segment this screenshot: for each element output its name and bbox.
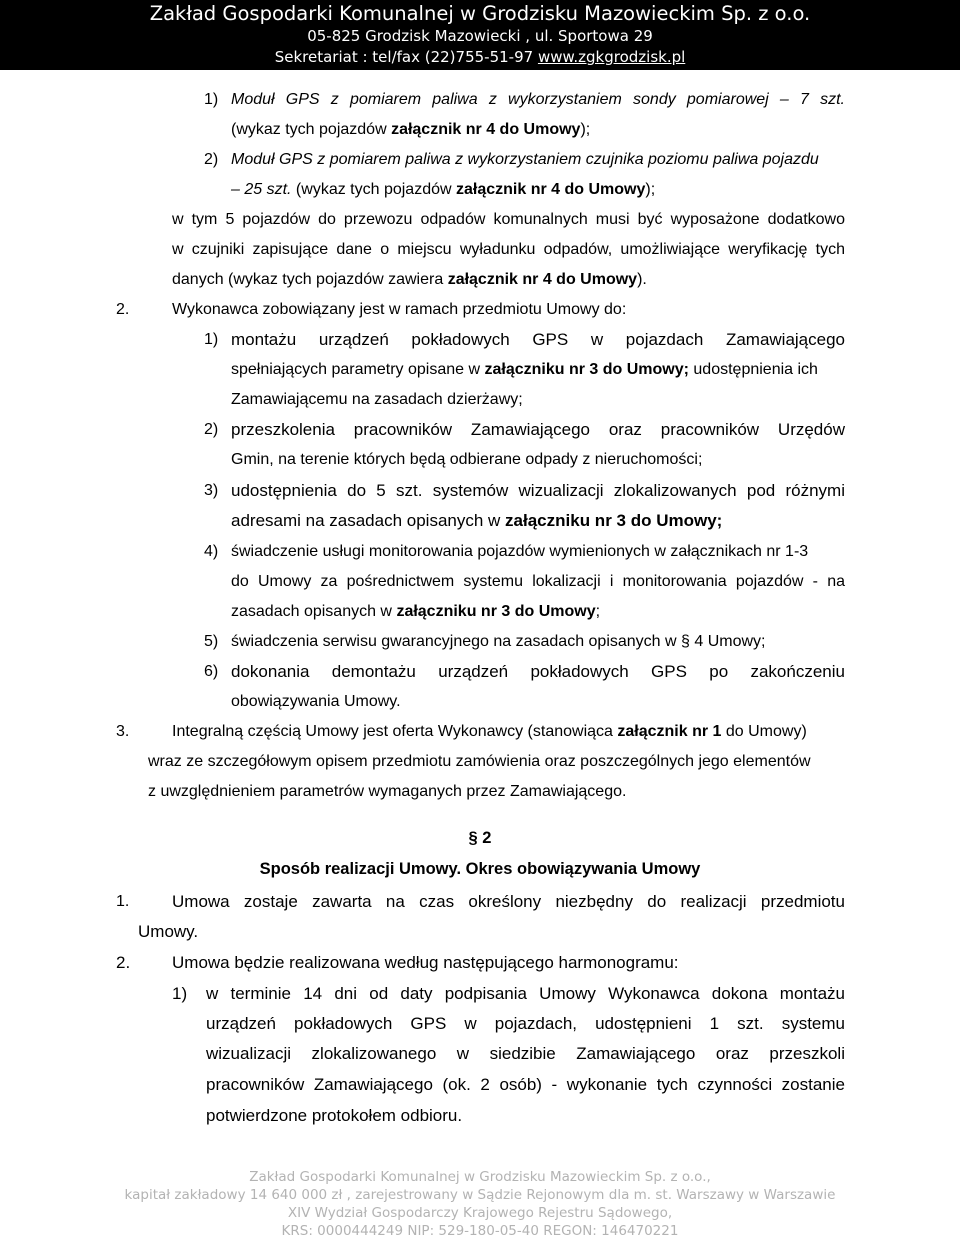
list-item-text: do Umowy za pośrednictwem systemu lokalizacji i monitorowania pojazdów - na	[231, 573, 845, 590]
letterhead	[0, 0, 960, 70]
list-item-text: spełniających parametry opisane w załączniku nr 3 do Umowy; udostępnienia ich	[231, 361, 818, 378]
paragraph-line: danych (wykaz tych pojazdów zawiera załącznik nr 4 do Umowy).	[172, 271, 647, 288]
paragraph-line: Umowy.	[138, 922, 199, 941]
list-item-text: (wykaz tych pojazdów załącznik nr 4 do Umowy);	[231, 121, 591, 138]
list-item-text: w terminie 14 dni od daty podpisania Umowy Wykonawca dokona montażu	[206, 984, 845, 1003]
list-item-text: urządzeń pokładowych GPS w pojazdach, udostępnieni 1 szt. systemu	[206, 1014, 845, 1033]
company-contact	[0, 47, 960, 68]
paragraph-line: wraz ze szczegółowym opisem przedmiotu zamówienia oraz poszczególnych jego elementów	[148, 753, 811, 770]
point-number: 2.	[116, 301, 130, 318]
company-address: 05-825 Grodzisk Mazowiecki , ul. Sportowa 29	[307, 27, 653, 45]
list-number: 2)	[204, 421, 219, 438]
list-number: 1)	[172, 984, 188, 1003]
paragraph-line: w tym 5 pojazdów do przewozu odpadów komunalnych musi być wyposażone dodatkowo	[172, 211, 845, 228]
list-item-text: zasadach opisanych w załączniku nr 3 do Umowy;	[231, 603, 601, 620]
list-item-text: obowiązywania Umowy.	[231, 693, 401, 710]
list-item-text: potwierdzone protokołem odbioru.	[206, 1106, 463, 1125]
website-link[interactable]: www.zgkgrodzisk.pl	[537, 48, 686, 66]
paragraph-line: w czujniki zapisujące dane o miejscu wyładunku odpadów, umożliwiające weryfikację tych	[172, 241, 845, 258]
point-number: 3.	[116, 723, 130, 740]
footer-company: Zakład Gospodarki Komunalnej w Grodzisku Mazowieckim Sp. z o.o.,	[249, 1169, 711, 1185]
list-item-text: świadczenia serwisu gwarancyjnego na zasadach opisanych w § 4 Umowy;	[231, 633, 766, 650]
list-item-text: montażu urządzeń pokładowych GPS w pojazdach Zamawiającego	[231, 330, 845, 349]
list-item-text: Gmin, na terenie których będą odbierane odpady z nieruchomości;	[231, 451, 703, 468]
list-item-text: – 25 szt. (wykaz tych pojazdów załącznik nr 4 do Umowy);	[231, 181, 656, 198]
secretariat-phone: Sekretariat : tel/fax (22)755-51-97	[274, 48, 538, 66]
company-name: Zakład Gospodarki Komunalnej w Grodzisku Mazowieckim Sp. z o.o.	[149, 2, 811, 25]
list-item-text: pracowników Zamawiającego (ok. 2 osób) - wykonanie tych czynności zostanie	[206, 1075, 845, 1094]
point-intro: Wykonawca zobowiązany jest w ramach przedmiotu Umowy do:	[172, 301, 627, 318]
footer	[0, 1168, 960, 1240]
list-number: 4)	[204, 543, 219, 560]
point-number: 1.	[116, 893, 130, 910]
footer-ids: KRS: 0000444249 NIP: 529-180-05-40 REGON: 146470221	[281, 1223, 679, 1239]
list-item-text: Moduł GPS z pomiarem paliwa z wykorzystaniem czujnika poziomu paliwa pojazdu	[231, 151, 819, 168]
list-item-text: Moduł GPS z pomiarem paliwa z wykorzystaniem sondy pomiarowej – 7 szt.	[231, 91, 845, 108]
paragraph-line: Umowa będzie realizowana według następującego harmonogramu:	[172, 953, 679, 972]
list-item-text: udostępnienia do 5 szt. systemów wizualizacji zlokalizowanych pod różnymi	[231, 481, 845, 500]
point-number: 2.	[116, 953, 131, 972]
paragraph-line: z uwzględnieniem parametrów wymaganych przez Zamawiającego.	[148, 783, 627, 800]
list-number: 1)	[204, 91, 219, 108]
list-item-text: adresami na zasadach opisanych w załączniku nr 3 do Umowy;	[231, 511, 723, 530]
list-item-text: wizualizacji zlokalizowanego w siedzibie Zamawiającego oraz przeszkoli	[206, 1044, 845, 1063]
list-number: 5)	[204, 633, 219, 650]
list-number: 2)	[204, 151, 219, 168]
footer-capital: kapitał zakładowy 14 640 000 zł , zarejestrowany w Sądzie Rejonowym dla m. st. Warszawy w Warszawie	[124, 1187, 836, 1203]
list-item-text: przeszkolenia pracowników Zamawiającego oraz pracowników Urzędów	[231, 420, 845, 439]
paragraph-line: Umowa zostaje zawarta na czas określony niezbędny do realizacji przedmiotu	[172, 892, 845, 911]
list-number: 1)	[204, 331, 219, 348]
section-mark: § 2	[468, 829, 492, 847]
section-title: Sposób realizacji Umowy. Okres obowiązywania Umowy	[259, 860, 701, 878]
list-number: 6)	[204, 663, 219, 680]
footer-register: XIV Wydział Gospodarczy Krajowego Rejestru Sądowego,	[287, 1205, 673, 1221]
list-item-text: Zamawiającemu na zasadach dzierżawy;	[231, 391, 523, 408]
list-item-text: świadczenie usługi monitorowania pojazdów wymienionych w załącznikach nr 1-3	[231, 543, 809, 560]
paragraph-line: Integralną częścią Umowy jest oferta Wykonawcy (stanowiąca załącznik nr 1 do Umowy)	[172, 723, 807, 740]
list-number: 3)	[204, 482, 219, 499]
list-item-text: dokonania demontażu urządzeń pokładowych GPS po zakończeniu	[231, 662, 845, 681]
